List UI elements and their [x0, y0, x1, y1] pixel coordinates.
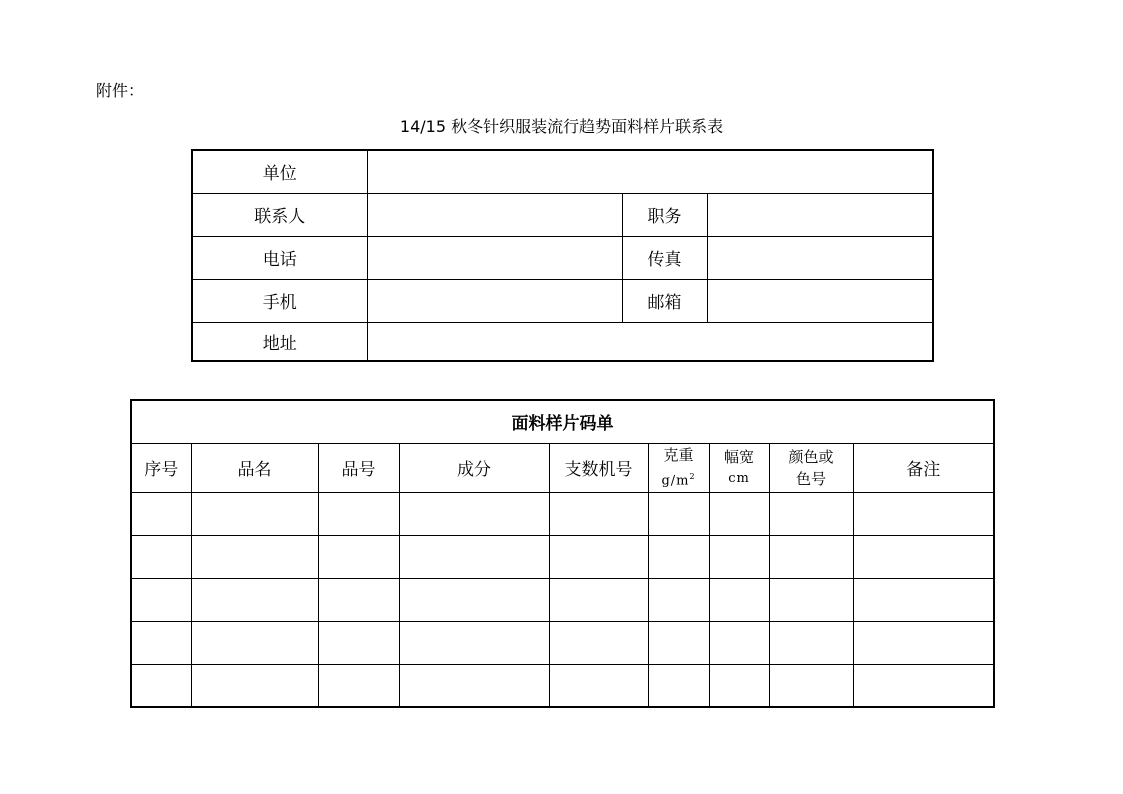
table-row	[131, 664, 994, 707]
remarks-cell[interactable]	[853, 578, 994, 621]
width-header-label: 幅宽	[723, 447, 754, 466]
serial-cell[interactable]	[131, 621, 191, 664]
yarn-machine-cell[interactable]	[549, 621, 648, 664]
color-cell[interactable]	[769, 621, 853, 664]
remarks-cell[interactable]	[853, 492, 994, 535]
product-no-cell[interactable]	[318, 492, 399, 535]
composition-header: 成分	[399, 443, 549, 492]
color-cell[interactable]	[769, 492, 853, 535]
product-no-cell[interactable]	[318, 664, 399, 707]
phone-label: 电话	[192, 236, 367, 279]
yarn-machine-cell[interactable]	[549, 664, 648, 707]
width-header-unit: cm	[728, 470, 750, 486]
weight-header-label: 克重	[663, 445, 694, 464]
width-cell[interactable]	[709, 535, 769, 578]
position-field[interactable]	[707, 193, 933, 236]
weight-unit-superscript: 2	[689, 471, 696, 481]
yarn-machine-header: 支数机号	[549, 443, 648, 492]
yarn-machine-cell[interactable]	[549, 578, 648, 621]
weight-header	[648, 443, 709, 492]
address-field[interactable]	[367, 322, 933, 361]
serial-cell[interactable]	[131, 535, 191, 578]
contact-form-table	[191, 149, 934, 362]
product-no-cell[interactable]	[318, 535, 399, 578]
document-title: 14/15 秋冬针织服装流行趋势面料样片联系表	[399, 117, 724, 136]
mobile-label: 手机	[192, 279, 367, 322]
width-cell[interactable]	[709, 664, 769, 707]
product-name-cell[interactable]	[191, 621, 318, 664]
color-header-line1: 颜色或	[788, 447, 834, 466]
weight-header-unit	[649, 466, 709, 492]
product-name-cell[interactable]	[191, 578, 318, 621]
position-label: 职务	[622, 193, 707, 236]
attachment-label: 附件：	[96, 81, 145, 100]
product-name-header: 品名	[191, 443, 318, 492]
phone-field[interactable]	[367, 236, 622, 279]
color-header	[769, 443, 853, 492]
remarks-cell[interactable]	[853, 664, 994, 707]
mobile-field[interactable]	[367, 279, 622, 322]
serial-cell[interactable]	[131, 664, 191, 707]
remarks-cell[interactable]	[853, 621, 994, 664]
color-cell[interactable]	[769, 535, 853, 578]
remarks-header: 备注	[853, 443, 994, 492]
width-cell[interactable]	[709, 621, 769, 664]
weight-cell[interactable]	[648, 578, 709, 621]
width-header	[709, 443, 769, 492]
yarn-machine-cell[interactable]	[549, 535, 648, 578]
composition-cell[interactable]	[399, 664, 549, 707]
product-no-cell[interactable]	[318, 578, 399, 621]
product-no-header: 品号	[318, 443, 399, 492]
color-cell[interactable]	[769, 664, 853, 707]
email-field[interactable]	[707, 279, 933, 322]
width-cell[interactable]	[709, 578, 769, 621]
sample-sheet-title: 面料样片码单	[131, 400, 994, 443]
unit-field[interactable]	[367, 150, 933, 193]
serial-header: 序号	[131, 443, 191, 492]
fax-label: 传真	[622, 236, 707, 279]
sample-rows	[131, 492, 994, 707]
composition-cell[interactable]	[399, 492, 549, 535]
width-cell[interactable]	[709, 492, 769, 535]
table-row	[131, 578, 994, 621]
remarks-cell[interactable]	[853, 535, 994, 578]
sample-sheet-table	[130, 399, 995, 708]
product-name-cell[interactable]	[191, 535, 318, 578]
weight-cell[interactable]	[648, 492, 709, 535]
email-label: 邮箱	[622, 279, 707, 322]
table-row	[131, 621, 994, 664]
fax-field[interactable]	[707, 236, 933, 279]
table-row	[131, 492, 994, 535]
composition-cell[interactable]	[399, 535, 549, 578]
color-cell[interactable]	[769, 578, 853, 621]
weight-unit-text: g/m	[661, 472, 690, 488]
yarn-machine-cell[interactable]	[549, 492, 648, 535]
contact-person-field[interactable]	[367, 193, 622, 236]
weight-cell[interactable]	[648, 664, 709, 707]
composition-cell[interactable]	[399, 578, 549, 621]
serial-cell[interactable]	[131, 578, 191, 621]
product-name-cell[interactable]	[191, 492, 318, 535]
product-name-cell[interactable]	[191, 664, 318, 707]
contact-person-label: 联系人	[192, 193, 367, 236]
product-no-cell[interactable]	[318, 621, 399, 664]
weight-cell[interactable]	[648, 535, 709, 578]
composition-cell[interactable]	[399, 621, 549, 664]
table-row	[131, 535, 994, 578]
address-label: 地址	[192, 322, 367, 361]
serial-cell[interactable]	[131, 492, 191, 535]
color-header-line2: 色号	[795, 469, 826, 488]
unit-label: 单位	[192, 150, 367, 193]
weight-cell[interactable]	[648, 621, 709, 664]
